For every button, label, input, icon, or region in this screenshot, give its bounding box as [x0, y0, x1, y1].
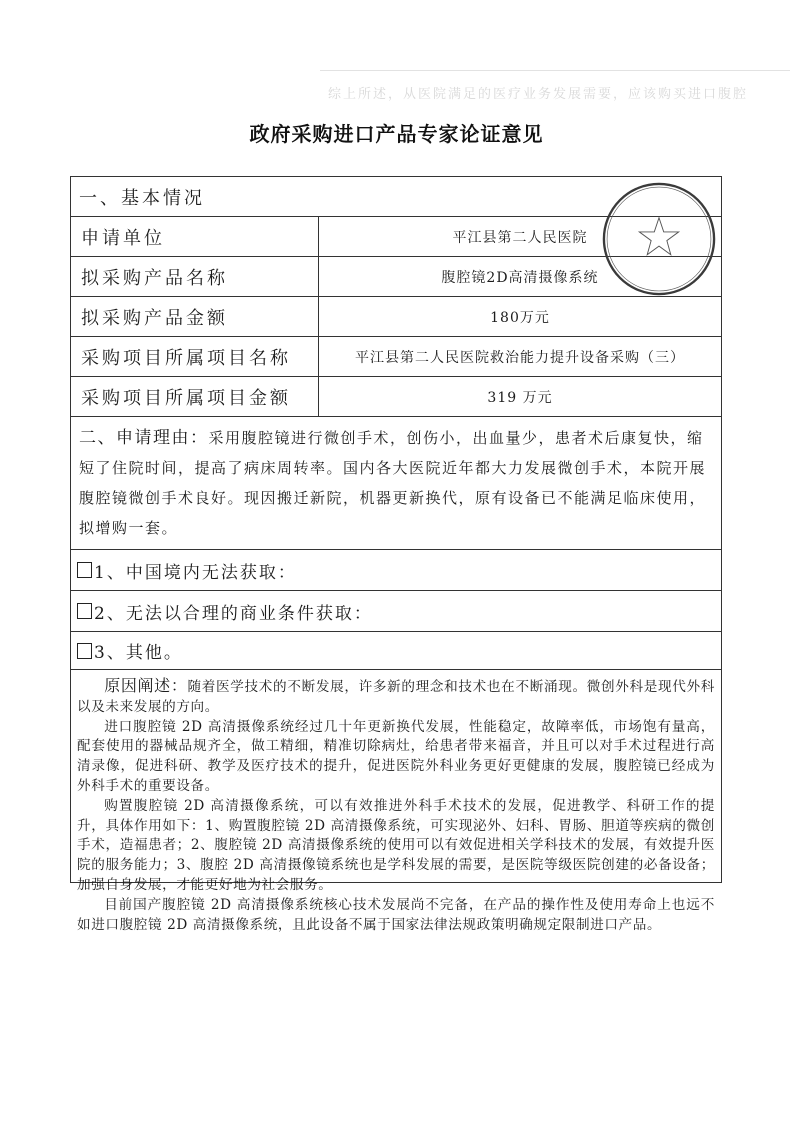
option-2-label: 2、无法以合理的商业条件获取：	[94, 603, 373, 624]
section2-heading: 二、申请理由：	[79, 428, 209, 448]
option-3	[71, 632, 183, 669]
project-amount-value: 319 万元	[487, 389, 553, 406]
explanation-block	[71, 670, 721, 933]
application-reason	[71, 417, 721, 549]
option-3-checkbox[interactable]	[77, 643, 92, 659]
option-row	[71, 632, 721, 670]
explanation-paragraph: 购置腹腔镜 2D 高清摄像系统，可以有效推进外科手术技术的发展，促进教学、科研工作的提升，具体作用如下：1、购置腹腔镜 2D 高清摄像系统，可实现泌外、妇科、胃肠、胆道等疾病的微创手术，造福患者；2、腹腔镜 2D 高清摄像系统的使用可以有效促进相关学科技术的发展，有效提升医院的服务能力；3、腹腔 2D 高清摄像镜系统也是学科发展的需要，是医院等级医院创建的必备设备；加强自身发展，才能更好地为社会服务。	[77, 797, 715, 893]
explanation-paragraph: 目前国产腹腔镜 2D 高清摄像系统核心技术发展尚不完备，在产品的操作性及使用寿命上也远不如进口腹腔镜 2D 高清摄像系统，且此设备不属于国家法律法规政策明确规定限制进口产品。	[77, 896, 715, 933]
option-row	[71, 591, 721, 632]
section2-text: 采用腹腔镜进行微创手术，创伤小，出血量少，患者术后康复快，缩短了住院时间，提高了病床周转率。国内各大医院近年都大力发展微创手术，本院开展腹腔镜微创手术良好。现因搬迁新院，机器更新换代，原有设备已不能满足临床使用，拟增购一套。	[79, 429, 707, 537]
option-1	[71, 550, 297, 590]
option-row	[71, 550, 721, 591]
option-1-checkbox[interactable]	[77, 562, 92, 578]
project-amount-label: 采购项目所属项目金额	[71, 377, 319, 416]
explanation-paragraph: 进口腹腔镜 2D 高清摄像系统经过几十年更新换代发展，性能稳定，故障率低，市场饱有量高，配套使用的器械品规齐全，做工精细，精准切除病灶，给患者带来福音，并且可以对手术过程进行高清录像，促进科研、教学及医疗技术的提升，促进医院外科业务更好更健康的发展，腹腔镜已经成为外科手术的重要设备。	[77, 718, 715, 794]
table-row	[71, 377, 721, 417]
product-amount-value: 180万元	[490, 309, 550, 326]
table-row	[71, 297, 721, 337]
explanation-heading: 原因阐述：	[104, 676, 188, 695]
project-name-label: 采购项目所属项目名称	[71, 337, 319, 376]
option-2-checkbox[interactable]	[77, 603, 92, 619]
explanation-row	[71, 670, 721, 933]
bleed-through-text: 综上所述，从医院满足的医疗业务发展需要，应该购买进口腹腔	[328, 87, 749, 102]
applicant-label: 申请单位	[71, 217, 319, 256]
form-table	[70, 176, 722, 933]
table-row	[71, 257, 721, 297]
project-name-value: 平江县第二人民医院救治能力提升设备采购（三）	[355, 349, 685, 366]
option-2	[71, 591, 373, 631]
table-row	[71, 337, 721, 377]
page-title: 政府采购进口产品专家论证意见	[249, 122, 544, 146]
section1-heading: 一、基本情况	[79, 187, 205, 209]
explanation-paragraph: 原因阐述：随着医学技术的不断发展，许多新的理念和技术也在不断涌现。微创外科是现代外科以及未来发展的方向。	[77, 676, 715, 715]
section1-heading-row	[71, 177, 721, 217]
bleed-through-rule	[320, 70, 790, 71]
table-row	[71, 217, 721, 257]
applicant-value: 平江县第二人民医院	[452, 229, 588, 246]
option-1-label: 1、中国境内无法获取：	[94, 562, 297, 583]
section2-row	[71, 417, 721, 550]
option-3-label: 3、其他。	[94, 643, 183, 663]
product-amount-label: 拟采购产品金额	[71, 297, 319, 336]
product-name-label: 拟采购产品名称	[71, 257, 319, 296]
product-name-value: 腹腔镜2D高清摄像系统	[441, 269, 599, 286]
